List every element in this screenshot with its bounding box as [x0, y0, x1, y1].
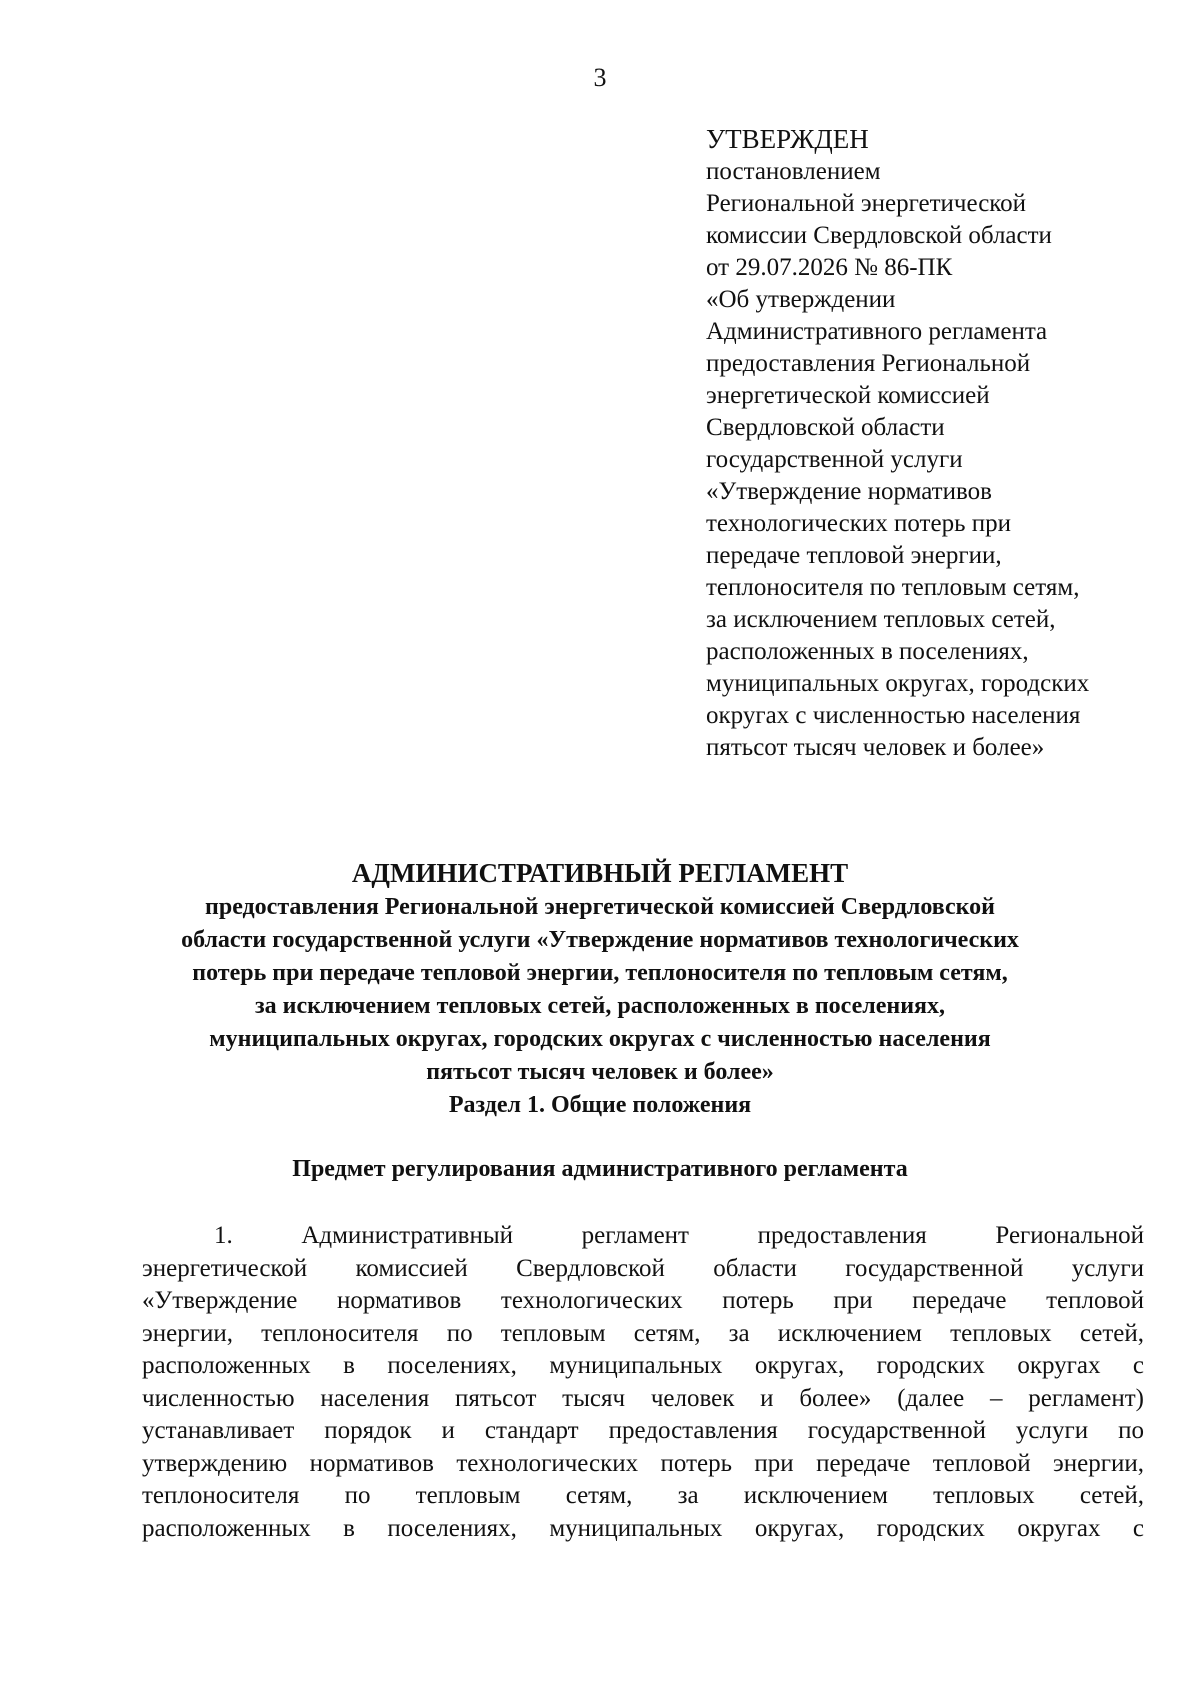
title-line: пятьсот тысяч человек и более»	[426, 1059, 774, 1085]
approval-line: от 29.07.2026 № 86-ПК	[706, 254, 953, 281]
document-title	[130, 855, 1070, 1089]
approval-line: Административного регламента	[706, 318, 1048, 345]
approval-line: за исключением тепловых сетей,	[706, 606, 1056, 633]
approval-line: округах с численностью населения	[706, 702, 1081, 729]
page-number: 3	[593, 63, 607, 92]
approval-line: комиссии Свердловской области	[706, 222, 1052, 249]
title-line: за исключением тепловых сетей, расположенных в поселениях,	[254, 993, 946, 1019]
paragraph-line: 1. Административный регламент предоставления Региональной	[214, 1222, 1144, 1249]
paragraph	[142, 1220, 1144, 1545]
title-main: АДМИНИСТРАТИВНЫЙ РЕГЛАМЕНТ	[351, 858, 849, 888]
approval-line: пятьсот тысяч человек и более»	[706, 734, 1045, 761]
title-line: предоставления Региональной энергетической комиссией Свердловской	[205, 894, 995, 920]
paragraph-line: энергии, теплоносителя по тепловым сетям, за исключением тепловых сетей,	[142, 1319, 1144, 1347]
approval-line: расположенных в поселениях,	[706, 638, 1029, 665]
paragraph-line: «Утверждение нормативов технологических потерь при передаче тепловой	[142, 1287, 1144, 1314]
subsection-title: Предмет регулирования административного регламента	[292, 1156, 908, 1182]
paragraph-line: энергетической комиссией Свердловской области государственной услуги	[142, 1254, 1144, 1282]
approval-line: передаче тепловой энергии,	[706, 542, 1002, 569]
section-title: Раздел 1. Общие положения	[448, 1092, 752, 1118]
paragraph-line: утверждению нормативов технологических потерь при передаче тепловой энергии,	[142, 1449, 1144, 1477]
paragraph-line: теплоносителя по тепловым сетям, за исключением тепловых сетей,	[142, 1482, 1144, 1509]
approval-stamp-block	[706, 123, 1176, 764]
approval-line: муниципальных округах, городских	[706, 670, 1090, 697]
approval-line: Региональной энергетической	[706, 190, 1027, 217]
approval-line: «Об утверждении	[706, 286, 896, 313]
paragraph-line: устанавливает порядок и стандарт предоставления государственной услуги по	[142, 1417, 1144, 1444]
paragraph-line: численностью населения пятьсот тысяч человек и более» (далее – регламент)	[142, 1384, 1144, 1412]
title-line: потерь при передаче тепловой энергии, теплоносителя по тепловым сетям,	[192, 960, 1008, 986]
approval-line: постановлением	[706, 158, 881, 185]
paragraph-line: расположенных в поселениях, муниципальных округах, городских округах с	[142, 1352, 1144, 1379]
approval-line: Свердловской области	[706, 414, 945, 441]
approval-line: технологических потерь при	[706, 510, 1011, 537]
approval-line: предоставления Региональной	[706, 350, 1031, 377]
approval-line: государственной услуги	[706, 446, 963, 473]
paragraph-line: расположенных в поселениях, муниципальных округах, городских округах с	[142, 1514, 1144, 1542]
approval-line: энергетической комиссией	[706, 382, 990, 409]
approval-line: теплоносителя по тепловым сетям,	[706, 574, 1080, 601]
title-line: области государственной услуги «Утверждение нормативов технологических	[181, 927, 1019, 953]
title-line: муниципальных округах, городских округах с численностью населения	[209, 1026, 991, 1052]
approved-heading: УТВЕРЖДЕН	[706, 124, 869, 154]
approval-line: «Утверждение нормативов	[706, 478, 992, 505]
